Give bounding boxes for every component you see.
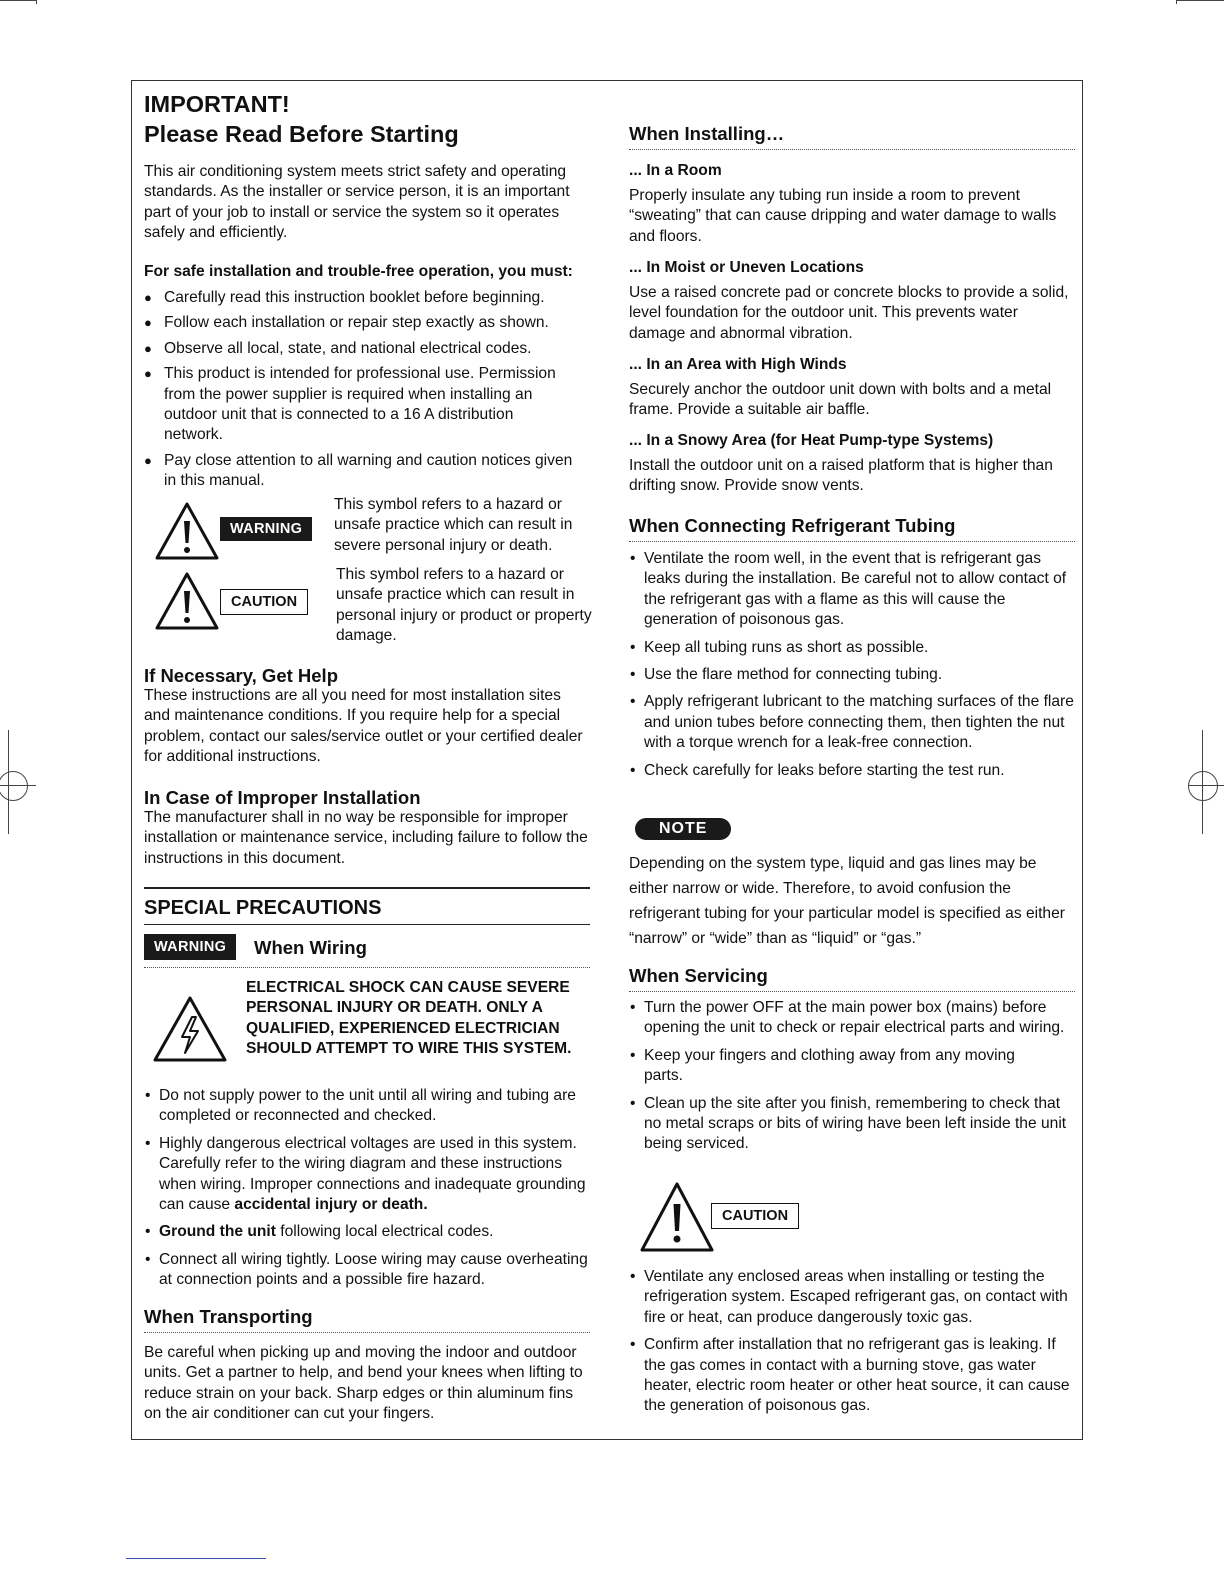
- room-paragraph: Properly insulate any tubing run inside a room to prevent “sweating” that can cause dripping and water damage to walls and floors.: [629, 187, 1057, 245]
- list-item-emphasis: Ground the unit: [159, 1223, 276, 1241]
- list-item: [144, 1086, 590, 1127]
- list-item: [144, 1134, 590, 1216]
- caution-triangle-icon: [639, 1181, 715, 1253]
- safe-heading: For safe installation and trouble-free operation, you must:: [144, 263, 573, 280]
- list-item: • Apply refrigerant lubricant to the matching surfaces of the flare and union tubes before connecting them, then tighten the nut with a torque wrench for a leak-free connection.: [629, 692, 1075, 753]
- caution-badge: CAUTION: [220, 589, 308, 615]
- crop-mark: [0, 0, 36, 1]
- list-item: • Keep your fingers and clothing away from any moving parts.: [629, 1046, 1054, 1087]
- shock-warning-text: ELECTRICAL SHOCK CAN CAUSE SEVERE PERSONAL INJURY OR DEATH. ONLY A QUALIFIED, EXPERIENCED ELECTRICIAN SHOULD ATTEMPT TO WIRE THIS SYSTEM.: [246, 979, 572, 1058]
- winds-paragraph: Securely anchor the outdoor unit down with bolts and a metal frame. Provide a suitable air baffle.: [629, 381, 1052, 419]
- winds-heading: ... In an Area with High Winds: [629, 356, 847, 373]
- crop-mark: [1176, 0, 1177, 4]
- must-list: [144, 288, 580, 492]
- snowy-heading: ... In a Snowy Area (for Heat Pump-type Systems): [629, 432, 994, 449]
- registration-circle: [0, 771, 28, 801]
- tubing-heading: When Connecting Refrigerant Tubing: [629, 515, 1075, 542]
- servicing-heading: When Servicing: [629, 965, 1075, 992]
- list-item: ● This product is intended for professional use. Permission from the power supplier is required when installing an outdoor unit that is connected to a 16 A distribution network.: [144, 364, 574, 446]
- list-item: ● Follow each installation or repair step exactly as shown.: [144, 313, 580, 333]
- section-rule: [144, 887, 590, 889]
- list-item-emphasis: accidental injury or death.: [234, 1196, 428, 1214]
- dotted-rule: [144, 967, 590, 968]
- list-item: • Ventilate any enclosed areas when installing or testing the refrigeration system. Escaped refrigerant gas, on contact with fire or heat, can produce dangerously toxic gas.: [629, 1267, 1075, 1328]
- wiring-warning-badge: WARNING: [144, 934, 236, 960]
- intro-paragraph: This air conditioning system meets strict safety and operating standards. As the installer or service person, it is an important part of your job to install or service the system so it operates safely and efficiently.: [144, 163, 570, 242]
- warning-triangle-icon: [154, 501, 220, 561]
- installing-heading: When Installing…: [629, 123, 1075, 150]
- warning-description: This symbol refers to a hazard or unsafe practice which can result in severe personal injury or death.: [334, 496, 573, 554]
- improper-paragraph: The manufacturer shall in no way be responsible for improper installation or maintenance service, including failure to follow the instructions in this document.: [144, 809, 588, 867]
- list-item: ● Observe all local, state, and national electrical codes.: [144, 339, 580, 359]
- crop-mark: [1176, 0, 1224, 1]
- moist-heading: ... In Moist or Uneven Locations: [629, 259, 864, 276]
- caution-list: [629, 1267, 1075, 1417]
- list-item: [144, 1250, 590, 1291]
- servicing-list: [629, 998, 1075, 1155]
- list-item: ● Carefully read this instruction booklet before beginning.: [144, 288, 580, 308]
- registration-circle: [1188, 771, 1218, 801]
- wiring-list: [144, 1086, 590, 1291]
- warning-badge: WARNING: [220, 517, 312, 541]
- electrical-hazard-icon: [152, 995, 228, 1063]
- list-item: • Turn the power OFF at the main power box (mains) before opening the unit to check or repair electrical parts and wiring.: [629, 998, 1075, 1039]
- caution-triangle-icon: [154, 571, 220, 631]
- transport-heading: When Transporting: [144, 1306, 590, 1333]
- list-item: • Confirm after installation that no refrigerant gas is leaking. If the gas comes in contact with a burning stove, gas water heater, electric room heater or other heat source, it can cause the generation of poisonous gas.: [629, 1335, 1075, 1417]
- moist-paragraph: Use a raised concrete pad or concrete blocks to provide a solid, level foundation for the outdoor unit. This prevents water damage and abnormal vibration.: [629, 284, 1069, 342]
- list-item: • Use the flare method for connecting tubing.: [629, 665, 1075, 685]
- page-title: [144, 89, 459, 149]
- list-item: ● Pay close attention to all warning and caution notices given in this manual.: [144, 451, 584, 492]
- room-heading: ... In a Room: [629, 162, 722, 179]
- list-item-text: Do not supply power to the unit until all wiring and tubing are completed or reconnected and checked.: [159, 1087, 576, 1125]
- list-item: • Keep all tubing runs as short as possible.: [629, 638, 1075, 658]
- improper-heading: In Case of Improper Installation: [144, 787, 421, 808]
- wiring-heading: When Wiring: [254, 937, 367, 958]
- list-item: • Clean up the site after you finish, remembering to check that no metal scraps or bits of wiring have been left inside the unit being serviced.: [629, 1094, 1075, 1155]
- tubing-list: [629, 549, 1075, 781]
- note-paragraph: Depending on the system type, liquid and gas lines may be either narrow or wide. Therefore, to avoid confusion the refrigerant tubing for your particular model is specified as either “narrow” or “wide” than as “liquid” or “gas.”: [629, 855, 1065, 947]
- crop-mark: [36, 0, 37, 4]
- page-frame: [131, 80, 1083, 1440]
- section-rule: [144, 924, 590, 925]
- help-heading: If Necessary, Get Help: [144, 665, 338, 686]
- caution-description: This symbol refers to a hazard or unsafe practice which can result in personal injury or product or property damage.: [336, 566, 592, 645]
- list-item: • Check carefully for leaks before starting the test run.: [629, 761, 1075, 781]
- list-item-text: Highly dangerous electrical voltages are used in this system. Carefully refer to the wiring diagram and these instructions when wiring. Improper connections and inadequate grounding can cause: [159, 1134, 586, 1214]
- help-paragraph: These instructions are all you need for most installation sites and maintenance conditions. If you require help for a special problem, contact our sales/service outlet or your certified dealer for additional instructions.: [144, 687, 583, 766]
- title-line-1: IMPORTANT!: [144, 91, 290, 117]
- title-line-2: Please Read Before Starting: [144, 121, 459, 147]
- transport-paragraph: Be careful when picking up and moving the indoor and outdoor units. Get a partner to help, and bend your knees when lifting to reduce strain on your back. Sharp edges or thin aluminum fins on the air conditioner can cut your fingers.: [144, 1344, 583, 1423]
- note-badge: NOTE: [635, 818, 731, 840]
- list-item: • Ventilate the room well, in the event that is refrigerant gas leaks during the installation. Be careful not to allow contact of the refrigerant gas with a flame as this will cause the generation of poisonous gas.: [629, 549, 1075, 631]
- list-item-text: following local electrical codes.: [275, 1223, 494, 1241]
- caution-badge: CAUTION: [711, 1203, 799, 1229]
- footer-rule: [126, 1558, 266, 1559]
- snowy-paragraph: Install the outdoor unit on a raised platform that is higher than drifting snow. Provide snow vents.: [629, 457, 1053, 495]
- special-precautions-heading: SPECIAL PRECAUTIONS: [144, 897, 382, 919]
- list-item-text: Connect all wiring tightly. Loose wiring may cause overheating at connection points and a possible fire hazard.: [159, 1250, 588, 1289]
- list-item: [144, 1222, 590, 1242]
